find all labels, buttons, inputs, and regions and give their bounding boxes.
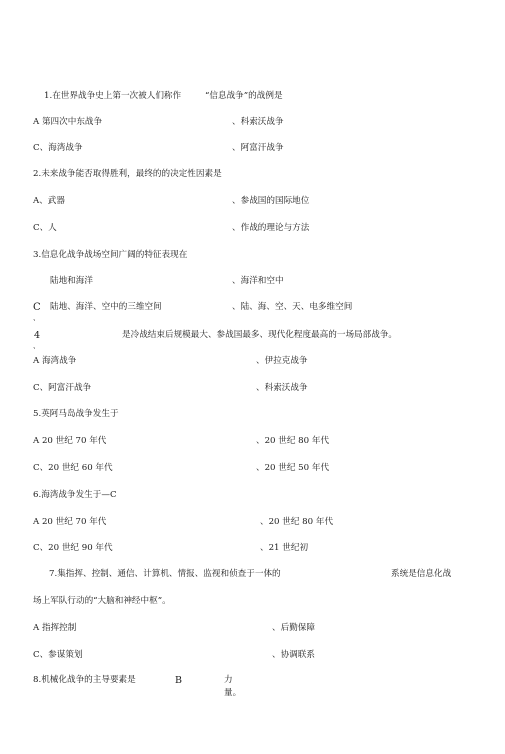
q3-mark: 、: [33, 314, 40, 322]
q7-stem: 7.集指挥、控制、通信、计算机、情报、监视和侦查于一体的: [49, 569, 281, 579]
q7-option-a: A 指挥控制: [33, 623, 77, 633]
q6-option-b: 、20 世纪 80 年代: [260, 517, 334, 527]
q1-option-b: 、科索沃战争: [232, 117, 284, 127]
q8-stem: 8.机械化战争的主导要素是: [33, 675, 136, 685]
q7-stem-tail: 系统是信息化战: [391, 569, 452, 579]
q4-option-d: 、科索沃战争: [256, 383, 308, 393]
q3-option-b: 、海洋和空中: [232, 276, 284, 286]
q4-number: 4: [34, 330, 41, 341]
q3-option-a: 陆地和海洋: [50, 276, 93, 286]
q1-option-a: A 第四次中东战争: [33, 117, 103, 127]
q2-option-b: 、参战国的国际地位: [232, 196, 310, 206]
q1-stem: 1.在世界战争史上第一次被人们称作: [44, 91, 182, 101]
q7-option-b: 、后勤保障: [272, 623, 315, 633]
q5-option-a: A 20 世纪 70 年代: [33, 436, 107, 446]
q8-answer: B: [175, 675, 182, 686]
q7-stem-line2: 场上军队行动的“大脑和神经中枢”。: [33, 596, 171, 606]
q8-tail-2: 量。: [224, 688, 242, 698]
q8-tail-1: 力: [224, 675, 233, 685]
q3-option-c-letter: C: [33, 302, 41, 313]
q2-stem: 2.未来战争能否取得胜利，最终的的决定性因素是: [33, 169, 222, 179]
q7-option-d: 、协调联系: [272, 650, 315, 660]
q3-option-c: 陆地、海洋、空中的三维空间: [50, 302, 162, 312]
q1-option-c: C、海湾战争: [33, 143, 83, 153]
q3-stem: 3.信息化战争战场空间广阔的特征表现在: [33, 250, 188, 260]
q4-option-b: 、伊拉克战争: [256, 356, 308, 366]
q3-option-d: 、陆、海、空、天、电多维空间: [232, 302, 353, 312]
q6-option-c: C、20 世纪 90 年代: [33, 543, 113, 553]
q1-option-d: 、阿富汗战争: [232, 143, 284, 153]
q4-option-a: A 海湾战争: [33, 356, 77, 366]
q4-stem: 是冷战结束后规模最大、参战国最多、现代化程度最高的一场局部战争。: [122, 330, 398, 340]
q4-option-c: C、阿富汗战争: [33, 383, 92, 393]
q2-option-d: 、作战的理论与方法: [232, 223, 310, 233]
q2-option-c: C、人: [33, 223, 57, 233]
q5-option-d: 、20 世纪 50 年代: [256, 463, 330, 473]
q5-option-c: C、20 世纪 60 年代: [33, 463, 113, 473]
q4-mark: 、: [33, 342, 40, 350]
q5-option-b: 、20 世纪 80 年代: [256, 436, 330, 446]
q1-stem-tail: “信息战争”的战例是: [205, 91, 283, 101]
q2-option-a: A、武器: [33, 196, 65, 206]
q6-option-d: 、21 世纪初: [260, 543, 309, 553]
q6-stem: 6.海湾战争发生于—C: [33, 490, 117, 500]
q7-option-c: C、参谋策划: [33, 650, 83, 660]
q6-option-a: A 20 世纪 70 年代: [33, 517, 107, 527]
q5-stem: 5.英阿马岛战争发生于: [33, 409, 119, 419]
